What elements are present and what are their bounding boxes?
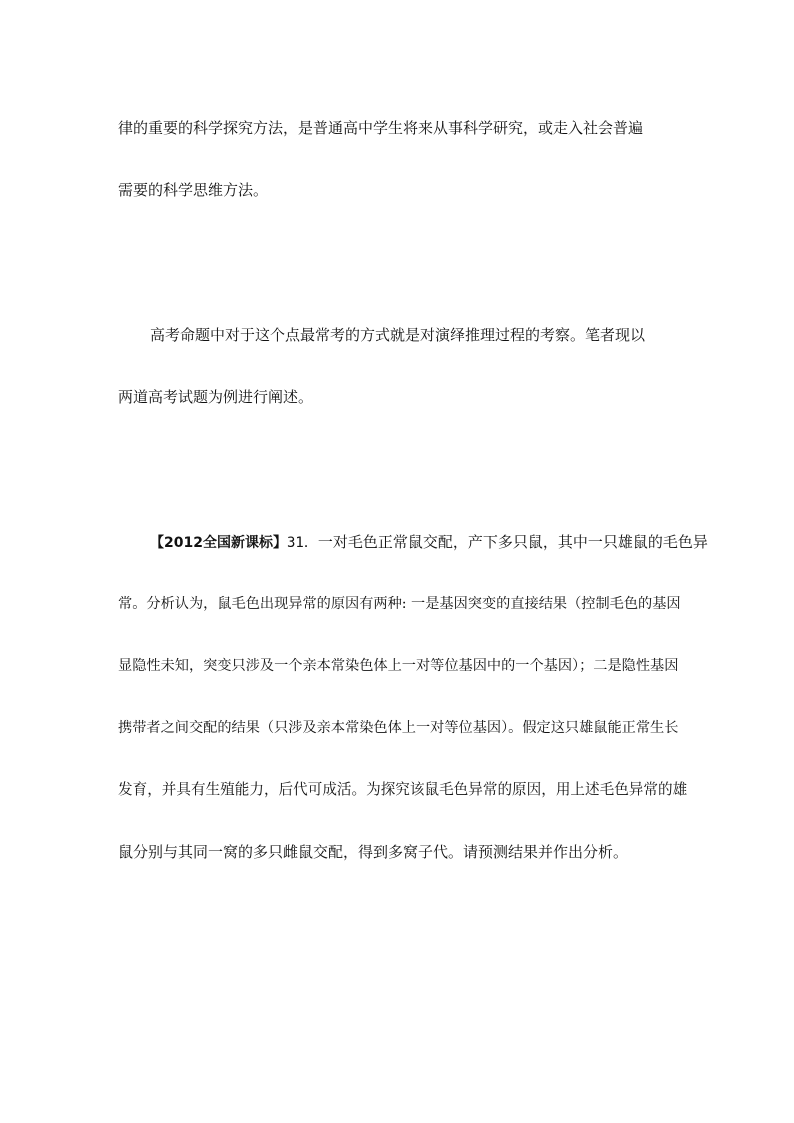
paragraph-3-line-4: 携带者之间交配的结果（只涉及亲本常染色体上一对等位基因）。假定这只雄鼠能正常生长 bbox=[118, 720, 679, 736]
exam-source-tag: 【2012全国新课标】 bbox=[150, 535, 287, 551]
paragraph-1-line-2: 需要的科学思维方法。 bbox=[118, 181, 269, 199]
paragraph-3-line-6: 鼠分别与其同一窝的多只雌鼠交配，得到多窝子代。请预测结果并作出分析。 bbox=[118, 843, 629, 861]
paragraph-3-line-2: 常。分析认为，鼠毛色出现异常的原因有两种: 一是基因突变的直接结果（控制毛色的基因 bbox=[118, 596, 681, 612]
question-number: 31． bbox=[286, 535, 318, 551]
paragraph-2-line-1: 高考命题中对于这个点最常考的方式就是对演绎推理过程的考察。笔者现以 bbox=[150, 326, 646, 344]
paragraph-3-line-1 bbox=[150, 532, 708, 553]
paragraph-3-line-1-text: 一对毛色正常鼠交配，产下多只鼠，其中一只雄鼠的毛色异 bbox=[317, 533, 708, 551]
paragraph-3-line-3: 显隐性未知，突变只涉及一个亲本常染色体上一对等位基因中的一个基因）；二是隐性基因 bbox=[118, 658, 679, 674]
paragraph-1-line-1: 律的重要的科学探究方法，是普通高中学生将来从事科学研究，或走入社会普遍 bbox=[118, 119, 644, 137]
paragraph-3-line-5: 发育，并具有生殖能力，后代可成活。为探究该鼠毛色异常的原因，用上述毛色异常的雄 bbox=[118, 781, 688, 798]
paragraph-2-line-2: 两道高考试题为例进行阐述。 bbox=[118, 388, 314, 406]
